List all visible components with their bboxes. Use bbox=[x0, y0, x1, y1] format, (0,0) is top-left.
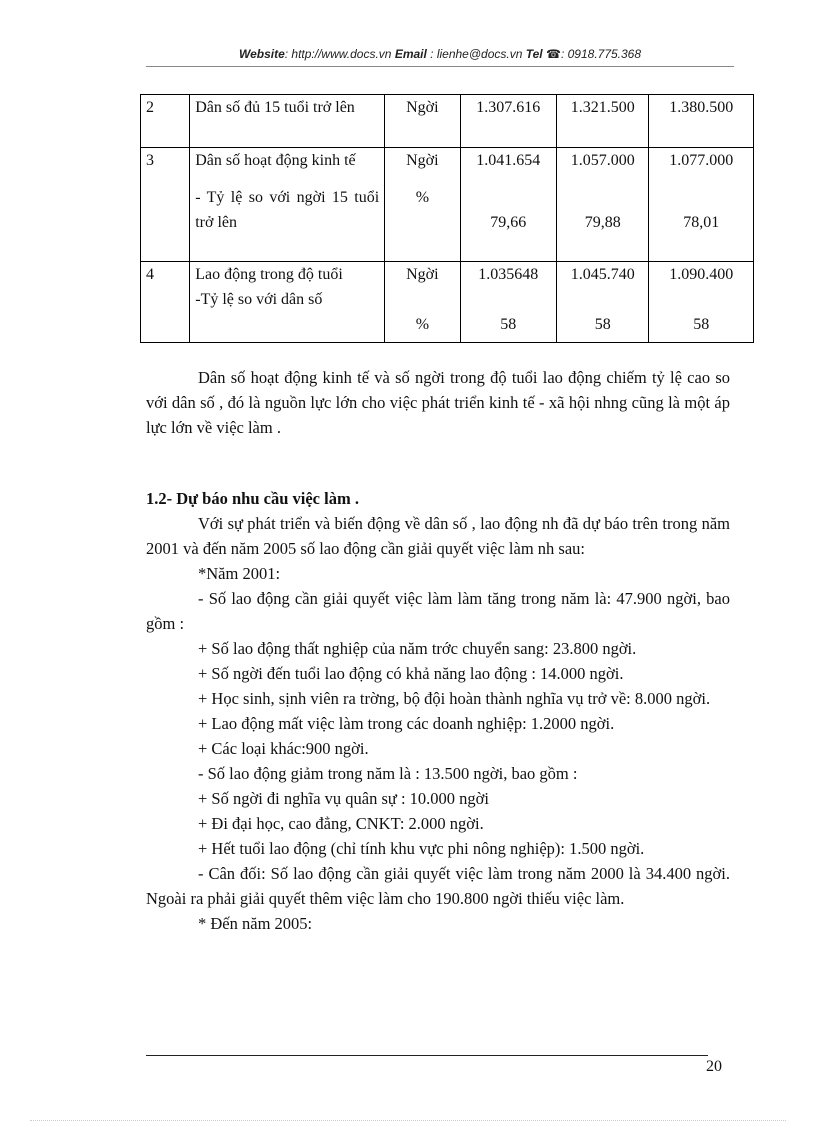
value-line: 1.090.400 bbox=[669, 266, 734, 283]
page-edge bbox=[30, 1120, 786, 1121]
email-address[interactable]: : lienhe@docs.vn bbox=[426, 47, 523, 61]
paragraph: + Lao động mất việc làm trong các doanh nghiệp: 1.2000 ngời. bbox=[198, 714, 615, 733]
footer-divider bbox=[146, 1055, 708, 1056]
email-label: Email bbox=[394, 47, 427, 61]
row-description: Dân số đủ 15 tuổi trở lên bbox=[190, 95, 385, 148]
row-unit bbox=[385, 148, 460, 262]
value-line: 1.077.000 bbox=[669, 152, 734, 169]
paragraph: * Đến năm 2005: bbox=[198, 914, 313, 933]
row-value-1 bbox=[460, 148, 556, 262]
row-value-3: 1.380.500 bbox=[649, 95, 754, 148]
value-line: 58 bbox=[693, 316, 710, 333]
value-line: 78,01 bbox=[683, 214, 720, 231]
row-value-3 bbox=[649, 148, 754, 262]
paragraph: + Số ngời đến tuổi lao động có khả năng lao động : 14.000 ngời. bbox=[198, 664, 624, 683]
tel-number: : 0918.775.368 bbox=[560, 47, 642, 61]
table-row bbox=[141, 95, 754, 148]
paragraph: - Cân đối: Số lao động cần giải quyết việc làm trong năm 2000 là 34.400 ngời. Ngoài ra phải giải quyết thêm việc làm cho 190.800 ngời thiếu việc làm. bbox=[146, 864, 730, 908]
row-number: 4 bbox=[141, 262, 190, 343]
row-value-1 bbox=[460, 262, 556, 343]
row-number: 2 bbox=[141, 95, 190, 148]
desc-line: - Tỷ lệ so với ngời 15 tuổi trở lên bbox=[195, 189, 380, 231]
row-description bbox=[190, 262, 385, 343]
website-label: Website bbox=[238, 47, 285, 61]
table-row bbox=[141, 148, 754, 262]
tel-label: Tel bbox=[525, 47, 543, 61]
desc-line: Lao động trong độ tuổi bbox=[195, 266, 343, 283]
value-line: 79,88 bbox=[584, 214, 621, 231]
paragraph: + Học sinh, sịnh viên ra trờng, bộ đội hoàn thành nghĩa vụ trở về: 8.000 ngời. bbox=[198, 689, 711, 708]
row-unit: Ngời bbox=[385, 95, 460, 148]
row-unit bbox=[385, 262, 460, 343]
intro-paragraph: Dân số hoạt động kinh tế và số ngời trong độ tuổi lao động chiếm tỷ lệ cao so với dân số , đó là nguồn lực lớn cho việc phát triển kinh tế - xã hội nhng cũng là một áp lực lớn về việc làm . bbox=[146, 368, 730, 437]
page-header bbox=[146, 47, 734, 61]
section-heading: 1.2- Dự báo nhu cầu việc làm . bbox=[146, 489, 359, 508]
value-line: 1.041.654 bbox=[476, 152, 541, 169]
row-value-2 bbox=[557, 262, 649, 343]
value-line: 1.035648 bbox=[478, 266, 539, 283]
desc-line: Dân số hoạt động kinh tế bbox=[195, 152, 356, 169]
row-description bbox=[190, 148, 385, 262]
unit-line: Ngời bbox=[406, 152, 439, 169]
row-value-3 bbox=[649, 262, 754, 343]
page-number: 20 bbox=[706, 1058, 722, 1075]
paragraph: + Các loại khác:900 ngời. bbox=[198, 739, 369, 758]
desc-line: -Tỷ lệ so với dân số bbox=[195, 291, 323, 308]
paragraph: - Số lao động giảm trong năm là : 13.500 ngời, bao gồm : bbox=[198, 764, 578, 783]
value-line: 58 bbox=[594, 316, 611, 333]
website-url[interactable]: : http://www.docs.vn bbox=[284, 47, 392, 61]
value-line: 79,66 bbox=[490, 214, 527, 231]
row-value-1: 1.307.616 bbox=[460, 95, 556, 148]
paragraph: + Số ngời đi nghĩa vụ quân sự : 10.000 ngời bbox=[198, 789, 489, 808]
value-line: 1.045.740 bbox=[570, 266, 635, 283]
value-line: 58 bbox=[500, 316, 517, 333]
paragraph: + Hết tuổi lao động (chỉ tính khu vực phi nông nghiệp): 1.500 ngời. bbox=[198, 839, 645, 858]
paragraph: *Năm 2001: bbox=[198, 564, 281, 583]
row-number: 3 bbox=[141, 148, 190, 262]
row-value-2 bbox=[557, 148, 649, 262]
table-row bbox=[141, 262, 754, 343]
unit-line: % bbox=[415, 316, 430, 333]
paragraph: + Số lao động thất nghiệp của năm trớc chuyển sang: 23.800 ngời. bbox=[198, 639, 637, 658]
unit-line: Ngời bbox=[406, 266, 439, 283]
forecast-section bbox=[146, 486, 730, 936]
paragraph: Với sự phát triển và biến động về dân số , lao động nh đã dự báo trên trong năm 2001 và đến năm 2005 số lao động cần giải quyết việc làm nh sau: bbox=[146, 514, 730, 558]
header-divider bbox=[146, 66, 734, 67]
row-value-2: 1.321.500 bbox=[557, 95, 649, 148]
paragraph: + Đi đại học, cao đẳng, CNKT: 2.000 ngời. bbox=[198, 814, 484, 833]
phone-icon: ☎ bbox=[546, 47, 561, 61]
intro-section bbox=[146, 365, 730, 440]
unit-line: % bbox=[415, 189, 430, 206]
paragraph: - Số lao động cần giải quyết việc làm làm tăng trong năm là: 47.900 ngời, bao gồm : bbox=[146, 589, 730, 633]
value-line: 1.057.000 bbox=[570, 152, 635, 169]
population-table bbox=[140, 94, 754, 343]
